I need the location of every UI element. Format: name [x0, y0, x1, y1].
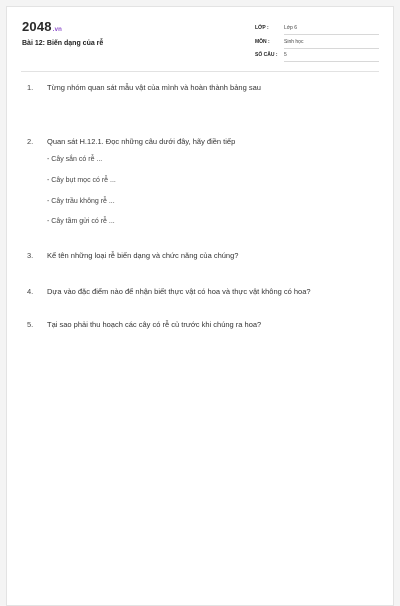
worksheet-page: [6, 6, 394, 606]
question-2-item-1: - Cây sắn có rễ ...: [47, 156, 103, 163]
meta-count-value: 5: [284, 50, 379, 62]
meta-count-label: SỐ CÂU :: [255, 52, 278, 58]
question-2: [27, 137, 235, 146]
question-number: 2.: [27, 137, 34, 146]
meta-subject-value: Sinh học: [284, 37, 379, 49]
lesson-title: Bài 12: Biến dạng của rễ: [22, 40, 104, 47]
question-2-item-3: - Cây trầu không rễ ...: [47, 198, 115, 205]
question-5: [27, 320, 261, 329]
question-text: Dựa vào đặc điểm nào để nhận biết thực vật có hoa và thực vật không có hoa?: [47, 287, 311, 296]
meta-class-value: Lớp 6: [284, 23, 379, 35]
question-number: 5.: [27, 320, 34, 329]
question-3: [27, 251, 238, 260]
meta-count-row: [255, 50, 379, 62]
question-text: Từng nhóm quan sát mẫu vật của mình và hoàn thành bảng sau: [47, 83, 261, 92]
logo-text: 2048: [22, 19, 52, 34]
question-text: Kể tên những loại rễ biến dạng và chức năng của chúng?: [47, 251, 239, 260]
question-number: 4.: [27, 287, 34, 296]
meta-class-label: LỚP :: [255, 25, 269, 31]
question-number: 3.: [27, 251, 34, 260]
logo-suffix: .vn: [52, 27, 63, 33]
question-1: [27, 83, 261, 92]
question-text: Tại sao phải thu hoạch các cây có rễ củ trước khi chúng ra hoa?: [47, 320, 262, 329]
question-2-item-2: - Cây bụt mọc có rễ ...: [47, 177, 116, 184]
question-2-item-4: - Cây tầm gửi có rễ ...: [47, 218, 115, 225]
meta-class-row: [255, 23, 379, 35]
meta-subject-row: [255, 37, 379, 49]
header-divider: [21, 71, 379, 72]
question-text: Quan sát H.12.1. Đọc những câu dưới đây, hãy điền tiếp: [47, 137, 236, 146]
question-number: 1.: [27, 83, 34, 92]
site-logo[interactable]: [22, 19, 62, 34]
meta-subject-label: MÔN :: [255, 39, 270, 45]
question-4: [27, 287, 311, 296]
